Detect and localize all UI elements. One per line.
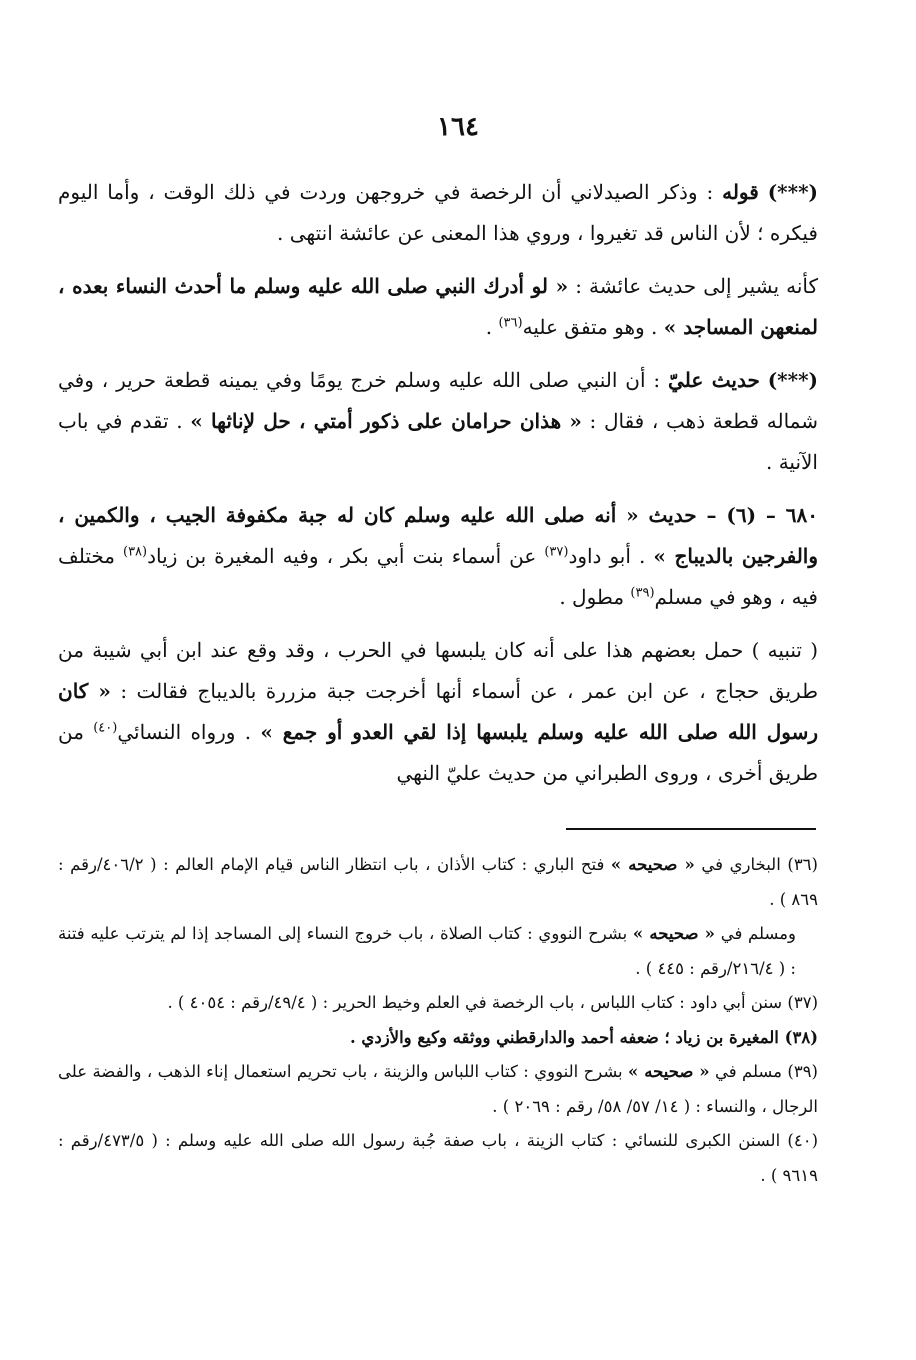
paragraph-text: : وذكر الصيدلاني أن الرخصة في خروجهن وردت في ذلك الوقت ، وأما اليوم فيكره ؛ لأن الناس قد تغيروا ، وروي هذا المعنى عن عائشة انتهى .: [58, 180, 818, 245]
paragraph-text: . تقدم في باب الآنية .: [58, 409, 818, 474]
marker: (***): [767, 368, 819, 392]
paragraph-text: كأنه يشير إلى حديث عائشة :: [575, 274, 819, 298]
paragraph-text: : أن النبي صلى الله عليه وسلم خرج يومًا وفي يمينه قطعة حرير ، وفي شماله قطعة ذهب ، فقال :: [58, 368, 818, 433]
footnote-ref: (٣٨): [123, 544, 148, 560]
book-title: « صحيحه »: [628, 1062, 710, 1081]
footnote-text: (٣٧) سنن أبي داود : كتاب اللباس ، باب الرخصة في العلم وخيط الحرير : ( ٤٩/٤/رقم : ٤٠٥٤ ) .: [167, 993, 818, 1012]
paragraph-text: . أبو داود: [568, 544, 646, 568]
paragraph-text: عن أسماء بنت أبي بكر ، وفيه المغيرة بن زياد: [147, 544, 537, 568]
main-text: [58, 172, 818, 806]
footnote-39: [58, 1055, 818, 1124]
paragraph-5: [58, 630, 818, 794]
footnote-37: [58, 986, 818, 1021]
footnote-ref: (٤٠): [93, 720, 118, 736]
paragraph-text: مطول .: [559, 585, 625, 609]
footnote-text: (٣٩) مسلم في: [714, 1062, 818, 1081]
paragraph-text: . ورواه النسائي: [117, 720, 252, 744]
footnote-ref: (٣٦): [498, 315, 523, 331]
footnote-text: (٣٦) البخاري في: [701, 855, 818, 874]
book-title: « صحيحه »: [632, 924, 715, 943]
lead-term: قوله: [722, 180, 759, 204]
paragraph-3: [58, 360, 818, 483]
footnotes: [58, 848, 818, 1193]
paragraph-text: مختلف فيه ، وهو في مسلم: [58, 544, 818, 609]
paragraph-4: [58, 495, 818, 618]
footnote-36-continued: [58, 917, 818, 986]
footnote-36: [58, 848, 818, 917]
footnote-text: بشرح النووي : كتاب الصلاة ، باب خروج النساء إلى المساجد إذا لم يترتب عليه فتنة : ( ٢١٦/٤/رقم : ٤٤٥ ) .: [58, 924, 796, 978]
footnote-text: (٣٨) المغيرة بن زياد ؛ ضعفه أحمد والدارقطني ووثقه وكيع والأزدي .: [349, 1027, 818, 1047]
paragraph-text: من طريق أخرى ، وروى الطبراني من حديث عليّ النهي: [58, 720, 818, 785]
hadith-heading: ٦٨٠ – (٦) – حديث « أنه صلى الله عليه وسلم كان له جبة مكفوفة الجيب ، والكمين ، والفرجين بالديباج »: [58, 503, 819, 568]
marker: (***): [767, 180, 819, 204]
hadith-quote: « لو أدرك النبي صلى الله عليه وسلم ما أحدث النساء بعده ، لمنعهن المساجد »: [58, 274, 818, 339]
paragraph-text: ( تنبيه ) حمل بعضهم هذا على أنه كان يلبسها في الحرب ، وقد وقع عند ابن أبي شيبة من طريق حجاج ، عن ابن عمر ، عن أسماء أنها أخرجت جبة مزررة بالديباج فقالت :: [58, 638, 819, 703]
lead-term: حديث عليّ: [668, 368, 760, 392]
footnote-ref: (٣٧): [544, 544, 569, 560]
hadith-quote: « كان رسول الله صلى الله عليه وسلم يلبسها إذا لقي العدو أو جمع »: [58, 679, 818, 744]
hadith-quote: « هذان حرامان على ذكور أمتي ، حل لإناثها »: [190, 409, 582, 433]
footnote-text: بشرح النووي : كتاب اللباس والزينة ، باب تحريم استعمال إناء الذهب ، والفضة على الرجال ، والنساء : ( ١٤/ ٥٧/ ٥٨/ رقم : ٢٠٦٩ ) .: [58, 1062, 818, 1116]
footnote-divider: [566, 828, 816, 830]
paragraph-text: . وهو متفق عليه: [522, 315, 658, 339]
paragraph-2: [58, 266, 818, 348]
page-number: ١٦٤: [437, 112, 479, 142]
footnote-text: (٤٠) السنن الكبرى للنسائي : كتاب الزينة ، باب صفة جُبة رسول الله صلى الله عليه وسلم : ( ٤٧٣/٥/رقم : ٩٦١٩ ) .: [58, 1131, 819, 1185]
footnote-40: [58, 1124, 818, 1193]
paragraph-1: [58, 172, 818, 254]
footnote-text: ومسلم في: [720, 924, 796, 943]
footnote-ref: (٣٩): [630, 585, 655, 601]
footnote-38: [58, 1021, 818, 1056]
paragraph-text: .: [485, 315, 493, 339]
book-title: « صحيحه »: [610, 855, 695, 874]
footnote-text: فتح الباري : كتاب الأذان ، باب انتظار الناس قيام الإمام العالم : ( ٤٠٦/٢/رقم : ٨٦٩ ) .: [58, 855, 818, 909]
